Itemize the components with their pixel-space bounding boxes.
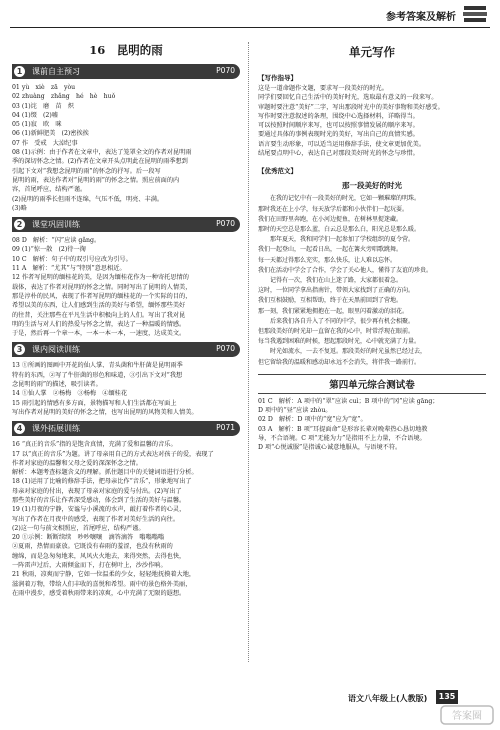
test-title: 第四单元综合测试卷 [258, 374, 486, 394]
section-bar-1: 1 课前自主预习 P070 [12, 64, 240, 79]
section-bar-2: 2 课堂巩固训练 P070 [12, 217, 240, 232]
left-column [12, 42, 240, 598]
answer-line: 08 (1)示例：由于作者在文章中，表达了笼罩全文的作者对昆明雨 [12, 149, 192, 157]
header-title: 参考答案及解析 [386, 12, 456, 23]
answer-line: 17 以“真正的音乐”为题。讲了母亲用自己的方式表达对孩子的爱，表现了 [12, 450, 214, 458]
writing-guide [258, 84, 486, 158]
essay-line: 那时的天空总是那么蓝，白云总是那么白，阳光总是那么暖。 [258, 225, 421, 233]
answer-line: 写出了作者在月夜中的感受，表现了作者对美好生活的向往。 [12, 515, 180, 523]
essay-title: 那一段美好的时光 [342, 181, 402, 191]
model-essay-tag: 【优秀范文】 [258, 167, 297, 176]
test-answers [258, 397, 486, 453]
answer-line: 12 作者写昆明的缅桂花的美，是因为缅桂花作为一种寄托思情的 [12, 274, 189, 282]
answers-block-1 [12, 83, 240, 213]
page-number: 135 [436, 690, 458, 704]
test-line: 03 A 解析：B 项“耳提面命”是形容长辈对晚辈热心恳切地教 [258, 425, 428, 433]
guide-line: 审题时要注意“美好”二字，写出那段时光中的美好事物和美好感受。 [258, 103, 444, 111]
essay-line: 那年夏天，我和同学们一起参加了学校组织的夏令营。 [258, 236, 415, 244]
answer-line: 于是，然后再一个章一本，一本一本一本，一速度，达成美文。 [12, 330, 186, 338]
guide-line: 写作时要注意叙述的条理，围绕中心选择材料，详略得当。 [258, 112, 419, 120]
answer-line: 16 “真正的音乐”指的是饱含真情，充满了爱和温馨的音乐。 [12, 441, 177, 449]
answer-line: 18 (1)运用了比喻的修辞手法，把母亲比作“音乐”，形象地写出了 [12, 478, 192, 486]
answer-line: 20 ①示例：断断续续 吵吵嚷嚷 滴答滴答 嗡嗡嗡嗡 [12, 534, 165, 542]
answer-line: 写出作者对昆明的美好的怀念之情，也写出昆明的风物美和人情美。 [12, 408, 198, 416]
answer-line: 滋润着万物，带给人们丰收的喜悦和希望。雨中的景色格外美丽， [12, 580, 192, 588]
essay-line: 时光如流水，一去不复返。那段美好的时光虽然已经过去， [258, 348, 427, 356]
answer-line: (3)略 [12, 204, 27, 212]
answer-line: 昆明的雨，表达作者对“昆明的雨”的怀念之情。照应前面的内 [12, 176, 180, 184]
answer-line: 那些美好的音乐让作者深受感动，体会到了生活的美好与温馨。 [12, 496, 186, 504]
answer-line: 一阵雷声过后，大雨倾盆而下，打在树叶上，沙沙作响。 [12, 562, 167, 570]
answer-line: 15 雨引起的情感有多方面，景物描写和人们生活都在写面上 [12, 399, 177, 407]
essay-line: 我们在田野里奔跑，在小河边捉鱼，在树林里捉迷藏。 [258, 215, 403, 223]
answers-block-3 [12, 361, 240, 417]
answer-line: 母亲对家庭的付出，表现了母亲对家庭的爱与付出。(2)写出了 [12, 487, 182, 495]
answer-line: 05 (1)寂 欧 咪 [12, 121, 62, 129]
book-stack-icon [462, 3, 488, 25]
answer-line: 载体，表达了作者对昆明的怀念之情。同时写出了昆明的人情美， [12, 283, 192, 291]
answer-line: 14 ①仙人掌 ②杨梅 ③杨梅 ④缅桂花 [12, 390, 128, 398]
essay-line: 但那段美好的时光却一直留在我的心中，时常浮现在眼前。 [258, 328, 415, 336]
answer-line: 02 zhuàng zhǎng hé hè huǒ [12, 93, 116, 101]
column-divider [248, 42, 249, 662]
header-rule [10, 27, 490, 28]
answer-line: 04 (1)缀 (2)嘘 [12, 111, 58, 119]
guide-line: 可以按照时间顺序来写，也可以按照事情发展的顺序来写。 [258, 122, 419, 130]
section-bar-3: 3 课内阅读训练 P070 [12, 342, 240, 357]
answer-line: 解析：本题考查标题含义的理解。抓住题目中的关键词语进行分析。 [12, 469, 198, 477]
essay-line: 在我的记忆中有一段美好的时光，它如一颗璀璨的明珠。 [258, 195, 421, 203]
essay-line: 但它留给我的温暖和感动却永远不会消失，将伴我一路前行。 [258, 358, 421, 366]
test-line: 01 C 解析：A 项中的“翠”应读 cuì；B 项中的“冈”应读 gāng； [258, 397, 439, 405]
answer-line: 19 (1)月夜的宁静，安谧与小溪流的水声，敲打着作者的心灵， [12, 506, 186, 514]
essay-line: 那一刻，我们紧紧地拥抱在一起，眼里闪着激动的泪花。 [258, 307, 409, 315]
essay-line: 每一天都过得那么充实，那么快乐，让人难以忘怀。 [258, 256, 397, 264]
answers-block-2 [12, 236, 240, 338]
page-header [0, 0, 500, 28]
test-line: D 项中的“昼”应读 zhòu。 [258, 407, 332, 415]
answer-line: 念昆明的雨”的描述，吸引读者。 [12, 381, 102, 389]
answers-block-4 [12, 440, 240, 598]
essay-line: 我们一起登山，一起看日出，一起在篝火旁唱歌跳舞。 [258, 246, 403, 254]
answer-line: 那是淳朴的民风，表现了作者写昆明的缅桂花的一个实际的目的， [12, 292, 192, 300]
answer-line: 13 ①所画的图画中开花的仙人掌、青头菌和牛肝菌是昆明雨季 [12, 362, 183, 370]
essay-line: 我们在活动中学会了合作，学会了关心他人，懂得了友谊的珍贵。 [258, 266, 433, 274]
answer-line: (2)昆明的雨季长但雨不连绵，气压不低，明亮、丰满。 [12, 195, 164, 203]
answer-line: ②夏雨，热情而豪放。它既没有春雨的羞涩，也没有秋雨的 [12, 543, 173, 551]
answer-line: 08 D 解析：“闪”应读 gǎng。 [12, 237, 101, 245]
answer-line: 21 秋雨，凉爽而宁静，它如一位温柔的少女，轻轻地抚摸着大地， [12, 571, 196, 579]
right-column [258, 42, 486, 453]
answer-line: 缠绵，而是急匆匆地来，风风火火地去，来得突然，去得也快， [12, 552, 186, 560]
watermark-text: 答案圈 [452, 711, 482, 722]
essay-line: 我们互相鼓励，互相帮助，终于在天黑前回到了营地。 [258, 297, 403, 305]
answer-line: 季的深切怀念之情。(2)作者在文章开头点明此在昆明的雨季想到 [12, 158, 188, 166]
section-bar-4: 4 课外拓展训练 P071 [12, 421, 240, 436]
essay-line: 记得有一次，我们在山上迷了路，大家都很着急。 [258, 277, 403, 284]
essay-line: 这时，一位同学拿出指南针，带领大家找到了正确的方向。 [258, 287, 415, 295]
answer-line: 01 yù xiè zā yòu [12, 84, 76, 91]
guide-line: 要通过具体的事例表现时光的美好，写出自己的真情实感。 [258, 131, 419, 139]
guide-line: 同学们要回忆自己生活中的美好时光，选取最有意义的一段来写。 [258, 94, 438, 102]
footer-book-title: 语文八年级上(人教版) [348, 694, 428, 703]
answer-line: 的往昔，关注那些在平凡生活中积极向上的人们。写出了我对昆 [12, 311, 186, 319]
model-essay [258, 194, 486, 367]
answer-line: 作者对家庭的温馨和父母之爱的深深怀念之情。 [12, 459, 142, 467]
test-line: D 项“心悦诚服”是指诚心诚意地服从，与语境不符。 [258, 444, 402, 452]
watermark-logo-icon [440, 704, 494, 726]
answer-line: 03 (1)诧 磨 苗 炽 [12, 102, 74, 110]
answer-line: 10 C 解析：句子中的双引号应改为引号。 [12, 255, 132, 263]
essay-line: 每当我遇到困难的时候，想起那段时光，心中就充满了力量。 [258, 338, 421, 346]
answer-line: 07 作 受戒 大淖纪事 [12, 139, 78, 147]
answer-line: 在雨中漫步，感受着秋雨带来的凉爽，心中充满了无限的遐想。 [12, 589, 186, 597]
answer-line: 希望以美的东西，让人们感到生活的美好与希望，缅怀那些美好 [12, 302, 186, 310]
answer-line: 06 (1)新鲜肥美 (2)密挨挨 [12, 130, 89, 138]
essay-line: 后来我们各自升入了不同的中学，很少再有机会相聚。 [258, 317, 415, 325]
guide-line: 这是一道命题作文题，要求写一段美好的时光。 [258, 85, 388, 92]
essay-line: 那时我还在上小学，每天放学后都和小伙伴们一起玩耍。 [258, 205, 409, 213]
answer-line: 容，首尾呼应，结构严谨。 [12, 186, 87, 194]
answer-line: 引起下文对“我想念昆明的雨”的怀念的抒写。后一段写 [12, 167, 161, 175]
answer-line: 09 (1)“惊一散 (2)待一掬 [12, 246, 86, 254]
answer-line: (2)这一句与前文相照应，首尾呼应，结构严谨。 [12, 524, 145, 532]
unit-title: 单元写作 [349, 45, 395, 59]
answer-line: 11 A 解析：“尤其”与“特别”意思相近。 [12, 265, 126, 273]
guide-line: 结尾要点明中心，表达自己对那段美好时光的怀念与珍惜。 [258, 150, 419, 158]
writing-guide-tag: 【写作指导】 [258, 74, 297, 82]
guide-line: 语言要生动形象，可以适当运用修辞手法，使文章更加优美。 [258, 140, 426, 148]
answer-line: 特有的东西，②写了牛肝菌的形色和味道，③引出下文对“我想 [12, 371, 183, 379]
lesson-title: 16 昆明的雨 [89, 43, 163, 57]
test-line: 02 D 解析：D 项中的“宽”应为“宽”。 [258, 416, 367, 424]
answer-line: 明的生活与对人们的热爱与怀念之情，表达了一种温暖的情感。 [12, 320, 186, 328]
test-line: 导，不合语境。C 项“无能为力”是指用不上力量，不合语境。 [258, 435, 426, 443]
